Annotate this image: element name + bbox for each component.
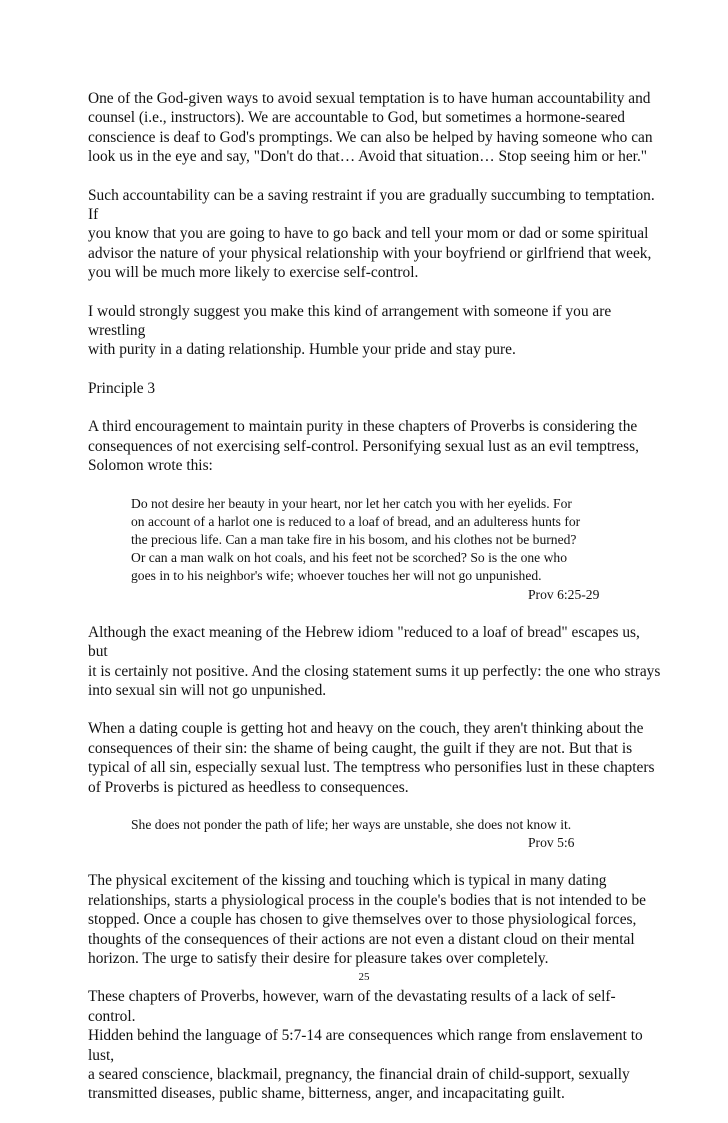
quote-reference: Prov 6:25-29 <box>528 586 600 602</box>
paragraph-third-encouragement: A third encouragement to maintain purity in these chapters of Proverbs is considering the consequences of not exercising self-control. Personifying sexual lust as an evil temptress, Solomon wrote this: <box>88 418 639 475</box>
section-heading: Principle 3 <box>88 379 156 397</box>
block-quote-proverbs-5 <box>131 816 661 852</box>
page-number: 25 <box>358 971 370 983</box>
paragraph-suggestion: I would strongly suggest you make this kind of arrangement with someone if you are wrestling with purity in a dating relationship. Humble your pride and stay pure. <box>88 302 612 359</box>
quote-text: She does not ponder the path of life; her ways are unstable, she does not know it. <box>131 816 572 832</box>
paragraph-accountability: One of the God-given ways to avoid sexual temptation is to have human accountability and counsel (i.e., instructors). We are accountable to God, but sometimes a hormone-seared conscience is deaf to God's promptings. We can also be helped by having someone who can look us in the eye and say, "Don't do that… Avoid that situation… Stop seeing him or her." <box>88 90 653 166</box>
paragraph-hebrew-idiom: Although the exact meaning of the Hebrew idiom "reduced to a loaf of bread" escapes us, but it is certainly not positive. And the closing statement sums it up perfectly: the one who strays into sexual sin will not go unpunished. <box>88 623 661 699</box>
quote-text: Do not desire her beauty in your heart, nor let her catch you with her eyelids. For on account of a harlot one is reduced to a loaf of bread, and an adulteress hunts for the precious life. Can a man take fire in his bosom, and his clothes not be burned? Or can a man walk on hot coals, and his feet not be scorched? So is the one who goes in to his neighbor's wife; whoever touches her will not go unpunished. <box>131 495 581 584</box>
block-quote-proverbs-6 <box>131 495 661 604</box>
document-body <box>88 89 663 1123</box>
quote-reference: Prov 5:6 <box>528 835 575 851</box>
paragraph-physical-excitement: The physical excitement of the kissing and touching which is typical in many dating relationships, starts a physiological process in the couple's bodies that is not intended to be stopped. Once a couple has chosen to give themselves over to those physiological forces, thoughts of the consequences of their actions are not even a distant cloud on their mental horizon. The urge to satisfy their desire for pleasure takes over completely. <box>88 872 647 967</box>
paragraph-consequences: These chapters of Proverbs, however, warn of the devastating results of a lack of self-control. Hidden behind the language of 5:7-14 are consequences which range from enslavement to lust, a seared conscience, blackmail, pregnancy, the financial drain of child-support, sexually transmitted diseases, public shame, bitterness, anger, and incapacitating guilt. <box>88 988 643 1103</box>
paragraph-dating-couple: When a dating couple is getting hot and heavy on the couch, they aren't thinking about the consequences of their sin: the shame of being caught, the guilt if they are not. But that is typical of all sin, especially sexual lust. The temptress who personifies lust in these chapters of Proverbs is pictured as heedless to consequences. <box>88 720 655 796</box>
paragraph-saving-restraint: Such accountability can be a saving restraint if you are gradually succumbing to temptation. If you know that you are going to have to go back and tell your mom or dad or some spiritual advisor the nature of your physical relationship with your boyfriend or girlfriend that week, you will be much more likely to exercise self-control. <box>88 186 655 282</box>
